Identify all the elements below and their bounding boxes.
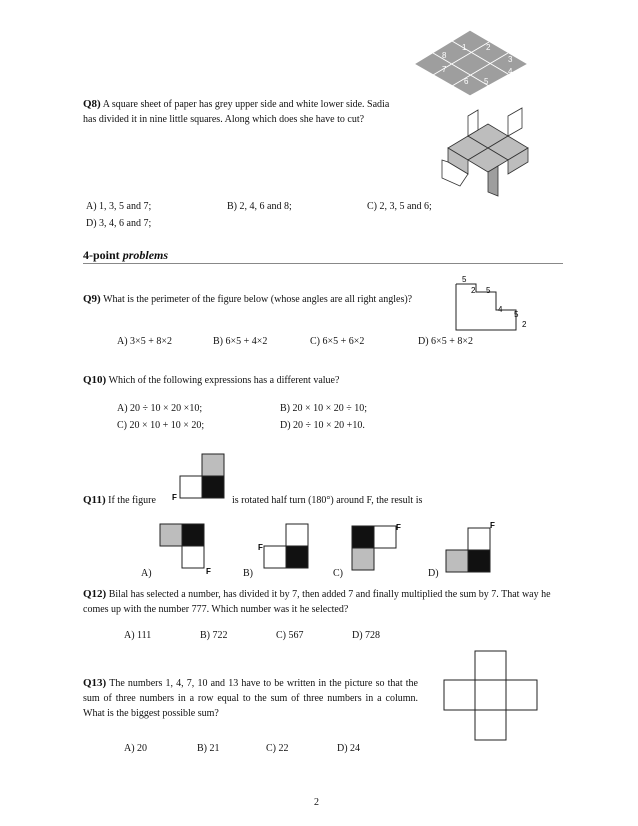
q11-question-start <box>83 493 156 508</box>
q11-figure <box>172 452 228 502</box>
q11-option-a-figure[interactable] <box>158 522 218 574</box>
q10-option-a[interactable]: A) 20 ÷ 10 × 20 ×10; <box>117 403 203 414</box>
q9-question <box>83 292 423 307</box>
q13-text: The numbers 1, 4, 7, 10 and 13 have to be written in the picture so that the sum of three numbers in a row equal to the sum of three numbers in a column. What is the biggest possible sum? <box>83 678 418 719</box>
q10-option-b[interactable]: B) 20 × 10 × 20 ÷ 10; <box>280 403 368 414</box>
q9-label: 5 <box>486 286 491 295</box>
q9-figure <box>440 272 540 342</box>
q9-option-b[interactable]: B) 6×5 + 4×2 <box>213 336 268 347</box>
q13-option-d[interactable]: D) 24 <box>337 743 361 754</box>
q11-question-end: is rotated half turn (180°) around F, the result is <box>232 495 423 506</box>
q12-option-c[interactable]: C) 567 <box>276 630 304 641</box>
q11-point-label: F <box>172 493 177 502</box>
q11-option-c-f: F <box>396 523 401 532</box>
q13-cross-figure <box>442 650 542 742</box>
q9-label: 5 <box>462 275 467 284</box>
q11-option-d-figure[interactable] <box>442 522 502 574</box>
section-divider <box>83 263 563 264</box>
q9-option-d[interactable]: D) 6×5 + 8×2 <box>418 336 473 347</box>
q11-option-a-f: F <box>206 567 211 576</box>
q9-option-c[interactable]: C) 6×5 + 6×2 <box>310 336 365 347</box>
q8-grid-label: 6 <box>464 77 469 86</box>
q11-option-c[interactable]: C) <box>333 568 343 579</box>
q8-text: A square sheet of paper has grey upper side and white lower side. Sadia has divided it in nine little squares. Along which does she have to cut? <box>83 99 390 125</box>
page-number: 2 <box>314 797 319 808</box>
section-heading <box>83 248 168 263</box>
section-heading-plain: 4-point <box>83 248 120 262</box>
q8-unfolded-diagram <box>438 108 538 198</box>
q8-number: Q8) <box>83 98 101 110</box>
q9-label: 2 <box>522 320 527 329</box>
q9-number: Q9) <box>83 293 101 305</box>
q12-text: Bilal has selected a number, has divided it by 7, then added 7 and finally multiplied the sum by 7. That way he comes up with the number 777. Which number was it he selected? <box>83 589 551 615</box>
q10-option-c[interactable]: C) 20 × 10 + 10 × 20; <box>117 420 205 431</box>
q8-grid-label: 2 <box>486 43 491 52</box>
q9-label: 2 <box>471 286 476 295</box>
q9-option-a[interactable]: A) 3×5 + 8×2 <box>117 336 172 347</box>
q13-option-b[interactable]: B) 21 <box>197 743 220 754</box>
q12-question <box>83 587 553 617</box>
q8-grid-label: 7 <box>442 65 447 74</box>
q13-option-c[interactable]: C) 22 <box>266 743 289 754</box>
q11-option-d[interactable]: D) <box>428 568 439 579</box>
q11-text-before: If the figure <box>108 495 156 506</box>
q12-option-a[interactable]: A) 111 <box>124 630 152 641</box>
q13-number: Q13) <box>83 677 107 689</box>
section-heading-italic: problems <box>122 248 169 262</box>
q12-number: Q12) <box>83 588 107 600</box>
q12-option-d[interactable]: D) 728 <box>352 630 381 641</box>
q8-grid-diagram <box>412 28 532 98</box>
q8-option-b[interactable]: B) 2, 4, 6 and 8; <box>227 201 292 212</box>
q11-option-b[interactable]: B) <box>243 568 253 579</box>
q8-option-a[interactable]: A) 1, 3, 5 and 7; <box>86 201 152 212</box>
q8-option-d[interactable]: D) 3, 4, 6 and 7; <box>86 218 152 229</box>
q8-grid-label: 1 <box>462 43 467 52</box>
q11-option-b-f: F <box>258 543 263 552</box>
q11-number: Q11) <box>83 494 106 506</box>
q8-question <box>83 97 398 127</box>
q11-option-c-figure[interactable] <box>348 522 408 574</box>
q8-option-c[interactable]: C) 2, 3, 5 and 6; <box>367 201 432 212</box>
q8-grid-label: 8 <box>442 51 447 60</box>
q10-text: Which of the following expressions has a different value? <box>108 375 340 386</box>
q13-option-a[interactable]: A) 20 <box>124 743 148 754</box>
q10-number: Q10) <box>83 374 107 386</box>
q8-grid-label: 4 <box>508 67 513 76</box>
q9-label: 4 <box>498 305 503 314</box>
q10-option-d[interactable]: D) 20 ÷ 10 × 20 +10. <box>280 420 365 431</box>
q8-grid-label: 5 <box>484 77 489 86</box>
q11-option-a[interactable]: A) <box>141 568 152 579</box>
q11-option-b-figure[interactable] <box>258 522 318 574</box>
q12-option-b[interactable]: B) 722 <box>200 630 228 641</box>
q8-grid-label: 3 <box>508 55 513 64</box>
q9-text: What is the perimeter of the figure below (whose angles are all right angles)? <box>103 294 413 305</box>
q9-label: 5 <box>514 310 519 319</box>
q10-question <box>83 373 563 388</box>
q13-question <box>83 676 418 721</box>
q11-option-d-f: F <box>490 521 495 530</box>
